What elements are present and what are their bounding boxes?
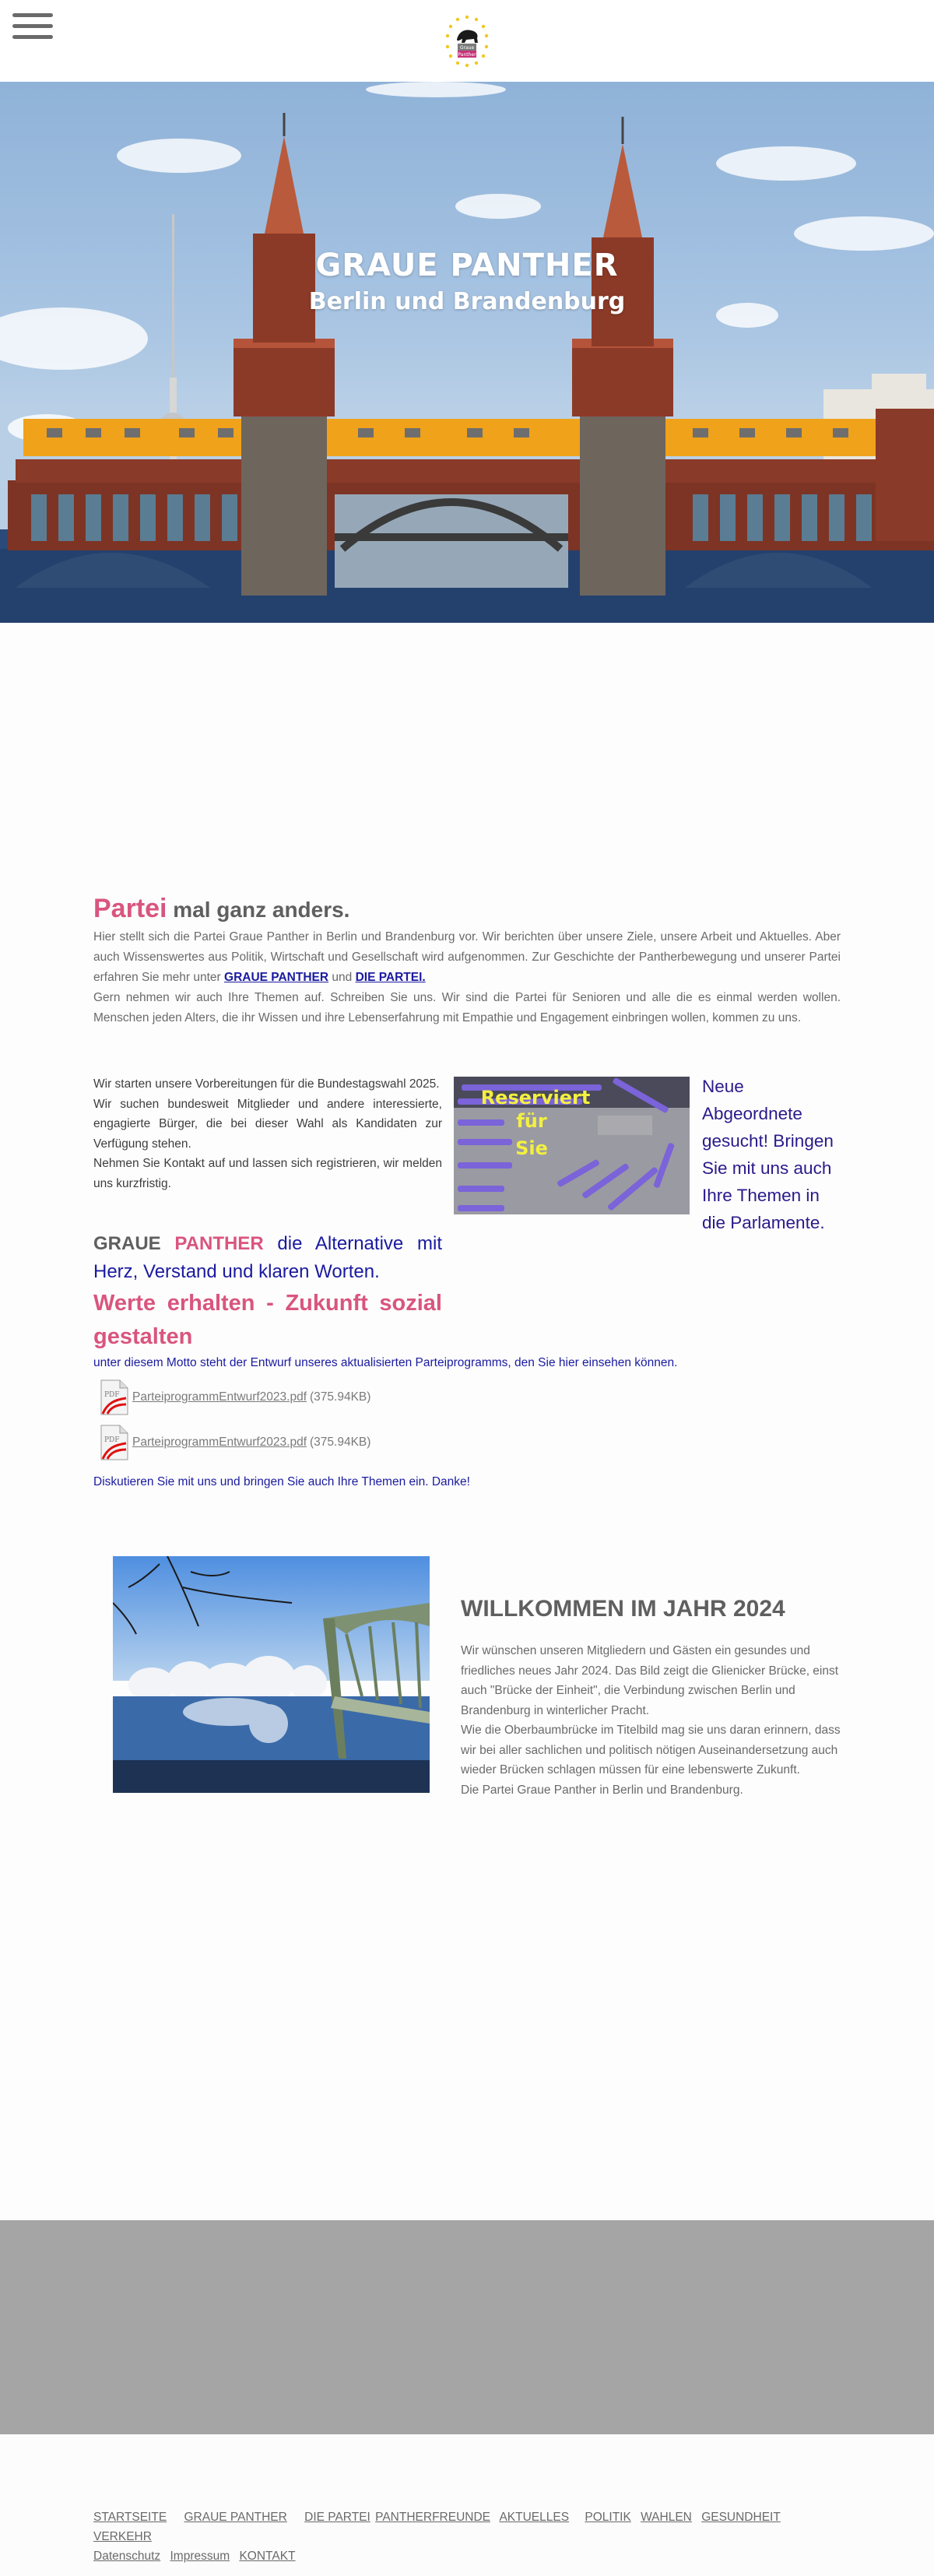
campaign-text [93,1074,442,1193]
welcome-title: WILLKOMMEN IM JAHR 2024 [461,1596,785,1622]
slogan-panther: PANTHER [174,1233,264,1254]
footer-link-datenschutz[interactable]: Datenschutz [93,2550,161,2563]
site-header [0,0,934,82]
svg-text:PDF: PDF [104,1436,120,1444]
footer-link-startseite[interactable]: STARTSEITE [93,2511,167,2524]
glienicke-bridge-image [113,1556,430,1793]
candidate-callout: Neue Abgeordnete gesucht! Bringen Sie mit uns auch Ihre Themen in die Parlamente. [702,1077,834,1232]
slogan-graue: GRAUE [93,1233,161,1254]
parliament-image [454,1077,690,1214]
footer-link-die-partei[interactable]: DIE PARTEI [304,2511,370,2524]
bundestag-plenary-image [454,1077,690,1214]
heading-accent: Partei [93,894,167,923]
footer-link-wahlen[interactable]: WAHLEN [641,2511,692,2524]
winter-bridge-photo [113,1556,430,1793]
svg-text:Panther: Panther [458,52,476,58]
svg-text:Reserviert: Reserviert [480,1087,591,1109]
intro-heading [93,891,841,927]
welcome-paragraph: Wie die Oberbaumbrücke im Titelbild mag sie uns daran erinnern, dass wir bei aller sachlichen und politisch nötigen Auseinandersetzung auch wieder Brücken schlagen müssen für eine lebenswerte Zukunft. [461,1724,841,1776]
campaign-line: Nehmen Sie Kontakt auf und lassen sich registrieren, wir melden uns kurzfristig. [93,1157,442,1190]
menu-bar [12,24,53,28]
pdf-icon [100,1379,129,1415]
pdf-download-link[interactable]: ParteiprogrammEntwurf2023.pdf [132,1436,307,1449]
footer-link-graue-panther[interactable]: GRAUE PANTHER [184,2511,287,2524]
footer-link-gesundheit[interactable]: GESUNDHEIT [701,2511,781,2524]
hero-subtitle: Berlin und Brandenburg [308,288,626,315]
svg-text:PDF: PDF [104,1391,120,1399]
svg-text:Sie: Sie [515,1137,548,1159]
welcome-text [461,1641,842,1800]
die-partei-link[interactable]: DIE PARTEI. [355,971,426,984]
file-size: (375.94KB) [310,1390,371,1404]
heading-rest: mal ganz anders. [167,898,350,922]
hamburger-menu-icon[interactable] [12,12,54,43]
footer-link-kontakt[interactable]: KONTAKT [239,2550,296,2563]
motto-heading: Werte erhalten - Zukunft sozial gestalten [93,1291,442,1349]
footer-link-aktuelles[interactable]: AKTUELLES [499,2511,570,2524]
closing-text: Diskutieren Sie mit uns und bringen Sie auch Ihre Themen ein. Danke! [93,1475,470,1488]
download-item [100,1425,370,1460]
file-size: (375.94KB) [310,1436,371,1449]
slogan-rest: die Alternative mit Herz, Verstand und klaren Worten. [93,1233,442,1282]
svg-text:für: für [516,1110,547,1132]
oberbaum-bridge-image [0,82,934,623]
gray-banner [0,2220,934,2434]
intro-section [93,891,841,1028]
pdf-icon [100,1425,129,1460]
intro-paragraph-2: Gern nehmen wir auch Ihre Themen auf. Schreiben Sie uns. Wir sind die Partei für Senioren und alle die es einmal werden wollen. Menschen jeden Alters, die ihr Wissen und ihre Lebenserfahrung mit Empathie und Engagement einbringen wollen, kommen zu uns. [93,991,841,1024]
pdf-download-link[interactable]: ParteiprogrammEntwurf2023.pdf [132,1390,307,1404]
campaign-line: Wir starten unsere Vorbereitungen für die Bundestagswahl 2025. [93,1077,440,1091]
hero-title: GRAUE PANTHER [315,248,619,283]
footer-nav [93,2507,841,2566]
intro-text: Hier stellt sich die Partei Graue Panther in Berlin und Brandenburg vor. Wir berichten über unsere Ziele, unsere Arbeit und Aktuelles. Aber auch Wissenswertes aus Politik, Wirtschaft und Gesellschaft wird aufgenommen. Zur Geschichte der Pantherbewegung und unserer Partei erfahren Sie mehr unter [93,930,841,984]
intro-paragraph [93,927,841,988]
motto-description: unter diesem Motto steht der Entwurf unseres aktualisierten Parteiprogramms, den Sie hier einsehen können. [93,1356,678,1369]
footer-link-pantherfreunde[interactable]: PANTHERFREUNDE [375,2511,490,2524]
intro-text: und [328,971,356,984]
footer-link-verkehr[interactable]: VERKEHR [93,2530,152,2543]
site-footer [0,2434,934,2576]
footer-link-impressum[interactable]: Impressum [170,2550,230,2563]
logo[interactable] [438,13,496,69]
download-item [100,1379,370,1415]
campaign-line: Wir suchen bundesweit Mitglieder und andere interessierte, engagierte Bürger, die bei dieser Wahl als Kandidaten zur Verfügung stehen. [93,1097,442,1151]
menu-bar [12,35,53,39]
svg-text:Graue: Graue [459,45,475,51]
menu-bar [12,13,53,17]
slogan [93,1230,442,1286]
footer-link-politik[interactable]: POLITIK [585,2511,631,2524]
panther-logo-icon [438,13,496,69]
welcome-paragraph: Wir wünschen unseren Mitgliedern und Gästen ein gesundes und friedliches neues Jahr 2024. Das Bild zeigt die Glienicker Brücke, einst auch "Brücke der Einheit", die Verbindung zwischen Berlin und Brandenburg in winterlicher Pracht. [461,1644,839,1717]
welcome-paragraph: Die Partei Graue Panther in Berlin und Brandenburg. [461,1783,743,1797]
graue-panther-link[interactable]: GRAUE PANTHER [224,971,329,984]
hero-banner [0,82,934,623]
